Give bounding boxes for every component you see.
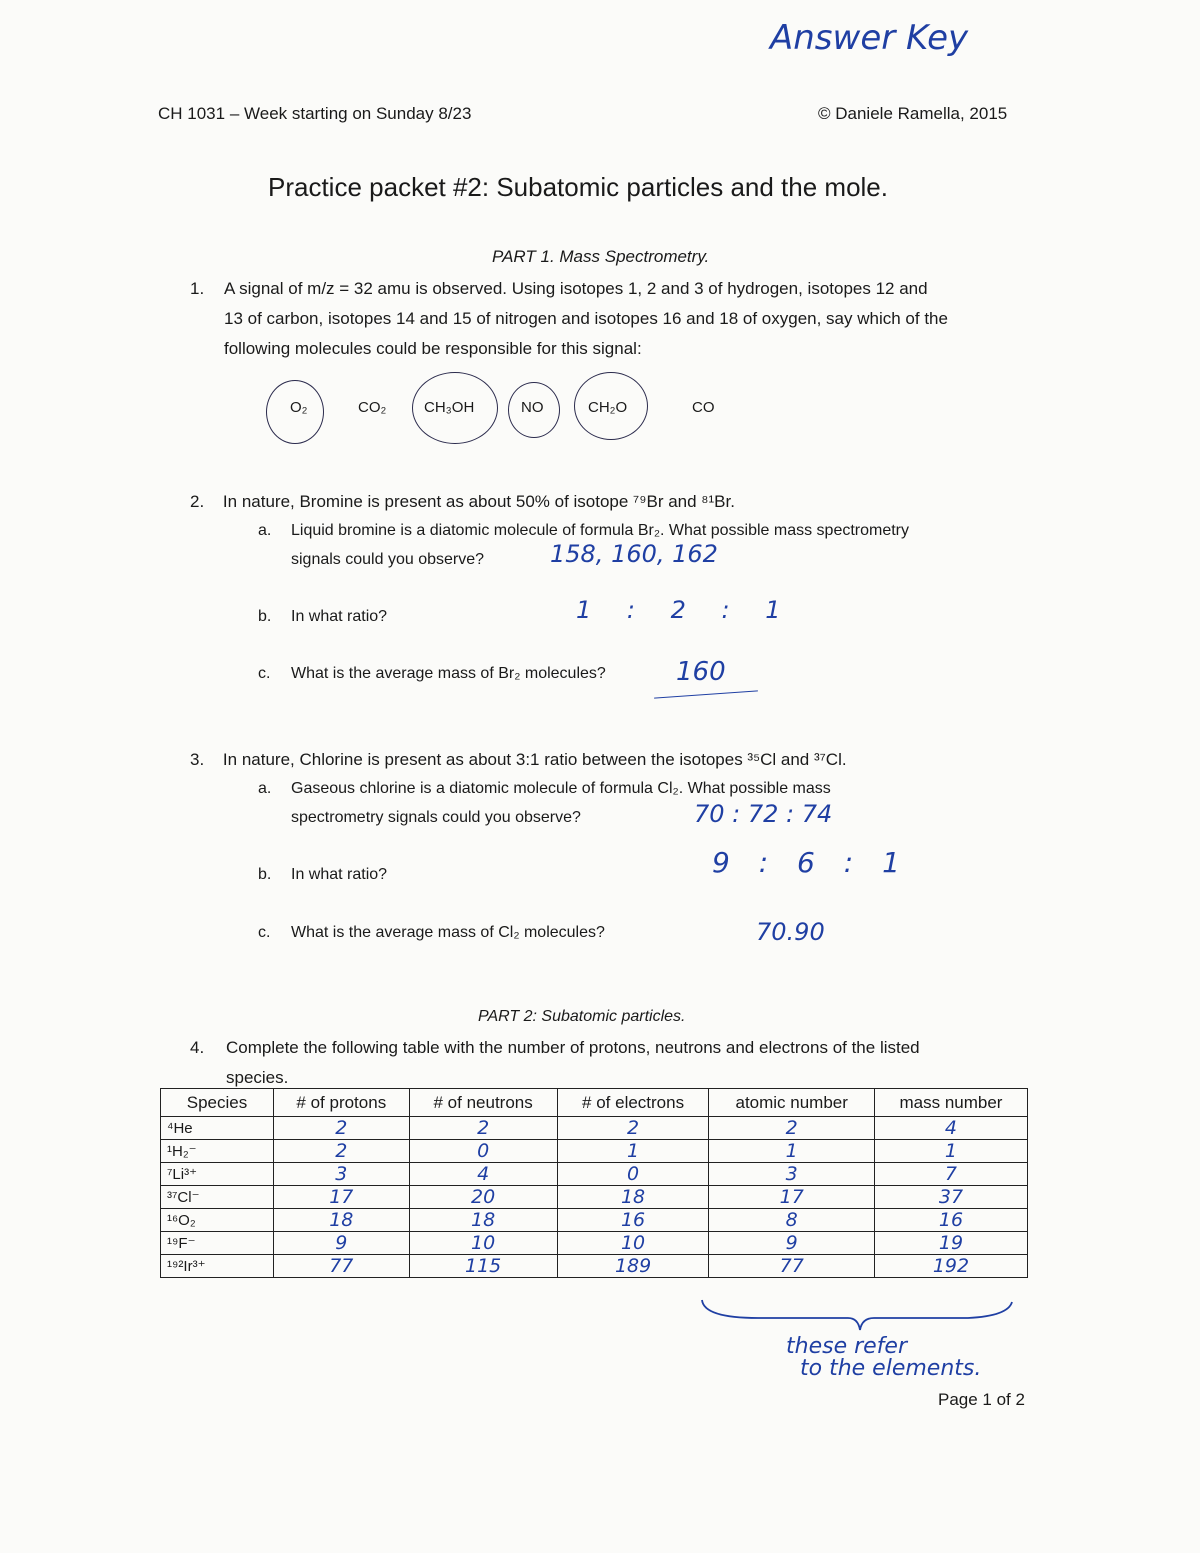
molecule-options [268, 393, 768, 433]
question-number: 4. [190, 1038, 205, 1057]
column-header: mass number [874, 1089, 1027, 1117]
column-header: # of neutrons [409, 1089, 557, 1117]
electrons-cell: 1 [557, 1140, 709, 1163]
column-header: # of electrons [557, 1089, 709, 1117]
mass-number-cell: 7 [874, 1163, 1027, 1186]
mass-number-cell: 19 [874, 1232, 1027, 1255]
neutrons-cell: 115 [409, 1255, 557, 1278]
atomic-number-cell: 17 [709, 1186, 874, 1209]
table-row [161, 1117, 1028, 1140]
part2-heading: PART 2: Subatomic particles. [478, 1008, 686, 1025]
answer-key-note: Answer Key [770, 18, 969, 58]
q2a-line2: signals could you observe? [291, 551, 485, 568]
neutrons-cell: 10 [409, 1232, 557, 1255]
neutrons-cell: 20 [409, 1186, 557, 1209]
subatomic-table [160, 1088, 1028, 1278]
course-header: CH 1031 – Week starting on Sunday 8/23 [158, 104, 472, 123]
q2-stem: In nature, Bromine is present as about 50% of isotope ⁷⁹Br and ⁸¹Br. [222, 492, 735, 511]
q3b-label: b. [258, 866, 272, 883]
neutrons-cell: 2 [409, 1117, 557, 1140]
question-3 [190, 745, 847, 775]
atomic-number-cell: 8 [709, 1209, 874, 1232]
mass-number-cell: 4 [874, 1117, 1027, 1140]
mass-number-cell: 16 [874, 1209, 1027, 1232]
q3-stem: In nature, Chlorine is present as about 3:1 ratio between the isotopes ³⁵Cl and ³⁷Cl. [222, 750, 847, 769]
question-number: 2. [190, 492, 205, 511]
q2c-answer: 160 [676, 657, 726, 687]
q2a-answer: 158, 160, 162 [550, 540, 718, 568]
q2a-label: a. [258, 522, 272, 539]
q2a-line1: Liquid bromine is a diatomic molecule of formula Br₂. What possible mass spectrometry [291, 522, 910, 539]
q4-line1: Complete the following table with the number of protons, neutrons and electrons of the listed [226, 1038, 920, 1057]
q1-line3: following molecules could be responsible for this signal: [224, 339, 642, 358]
q2c-underline [654, 690, 758, 698]
molecule-o2: O₂ [290, 399, 308, 416]
neutrons-cell: 0 [409, 1140, 557, 1163]
electrons-cell: 2 [557, 1117, 709, 1140]
table-row [161, 1255, 1028, 1278]
handwritten-note-line2: to the elements. [800, 1356, 982, 1381]
question-number: 3. [190, 750, 205, 769]
q1-line1: A signal of m/z = 32 amu is observed. Using isotopes 1, 2 and 3 of hydrogen, isotopes 12 and [224, 279, 928, 298]
electrons-cell: 16 [557, 1209, 709, 1232]
question-2 [190, 487, 735, 517]
q2c-text: What is the average mass of Br₂ molecules? [291, 665, 606, 682]
table-row [161, 1163, 1028, 1186]
mass-number-cell: 37 [874, 1186, 1027, 1209]
species-cell: ¹H₂⁻ [161, 1140, 274, 1163]
protons-cell: 9 [274, 1232, 410, 1255]
q3a-line1: Gaseous chlorine is a diatomic molecule of formula Cl₂. What possible mass [291, 780, 831, 797]
table-header-row [161, 1089, 1028, 1117]
q3a-answer: 70 : 72 : 74 [694, 800, 833, 828]
protons-cell: 17 [274, 1186, 410, 1209]
table-row [161, 1232, 1028, 1255]
question-1 [190, 274, 1040, 364]
protons-cell: 2 [274, 1117, 410, 1140]
molecule-ch3oh: CH₃OH [424, 399, 475, 416]
atomic-number-cell: 9 [709, 1232, 874, 1255]
protons-cell: 2 [274, 1140, 410, 1163]
table-row [161, 1140, 1028, 1163]
mass-number-cell: 1 [874, 1140, 1027, 1163]
neutrons-cell: 4 [409, 1163, 557, 1186]
neutrons-cell: 18 [409, 1209, 557, 1232]
species-cell: ³⁷Cl⁻ [161, 1186, 274, 1209]
molecule-co: CO [692, 399, 715, 416]
electrons-cell: 189 [557, 1255, 709, 1278]
electrons-cell: 0 [557, 1163, 709, 1186]
column-header: Species [161, 1089, 274, 1117]
species-cell: ¹⁹F⁻ [161, 1232, 274, 1255]
question-number: 1. [190, 279, 205, 298]
brace-mark [698, 1296, 1018, 1336]
q3c-label: c. [258, 924, 271, 941]
q2b-label: b. [258, 608, 272, 625]
q3c-answer: 70.90 [756, 918, 825, 946]
table-row [161, 1186, 1028, 1209]
q3b-text: In what ratio? [291, 866, 388, 883]
species-cell: ⁷Li³⁺ [161, 1163, 274, 1186]
molecule-co2: CO₂ [358, 399, 387, 416]
species-cell: ¹⁶O₂ [161, 1209, 274, 1232]
atomic-number-cell: 3 [709, 1163, 874, 1186]
table-row [161, 1209, 1028, 1232]
q1-line2: 13 of carbon, isotopes 14 and 15 of nitrogen and isotopes 16 and 18 of oxygen, say which of the [224, 309, 948, 328]
mass-number-cell: 192 [874, 1255, 1027, 1278]
molecule-ch2o: CH₂O [588, 399, 628, 416]
atomic-number-cell: 1 [709, 1140, 874, 1163]
q2c-label: c. [258, 665, 271, 682]
molecule-no: NO [521, 399, 544, 416]
protons-cell: 18 [274, 1209, 410, 1232]
copyright-header: © Daniele Ramella, 2015 [818, 104, 1008, 123]
q3c-text: What is the average mass of Cl₂ molecules? [291, 924, 605, 941]
electrons-cell: 10 [557, 1232, 709, 1255]
q3a-line2: spectrometry signals could you observe? [291, 809, 581, 826]
protons-cell: 3 [274, 1163, 410, 1186]
protons-cell: 77 [274, 1255, 410, 1278]
handwritten-note-line1: these refer [786, 1334, 907, 1359]
q3b-answer: 9 : 6 : 1 [712, 846, 910, 879]
electrons-cell: 18 [557, 1186, 709, 1209]
column-header: # of protons [274, 1089, 410, 1117]
q2b-answer: 1 : 2 : 1 [576, 596, 795, 624]
atomic-number-cell: 77 [709, 1255, 874, 1278]
question-4 [190, 1033, 1040, 1093]
column-header: atomic number [709, 1089, 874, 1117]
q4-line2: species. [226, 1068, 289, 1087]
atomic-number-cell: 2 [709, 1117, 874, 1140]
page-number: Page 1 of 2 [938, 1390, 1025, 1409]
part1-heading: PART 1. Mass Spectrometry. [492, 247, 710, 266]
q3a-label: a. [258, 780, 272, 797]
species-cell: ⁴He [161, 1117, 274, 1140]
page-title: Practice packet #2: Subatomic particles and the mole. [268, 172, 888, 202]
species-cell: ¹⁹²Ir³⁺ [161, 1255, 274, 1278]
q2b-text: In what ratio? [291, 608, 388, 625]
